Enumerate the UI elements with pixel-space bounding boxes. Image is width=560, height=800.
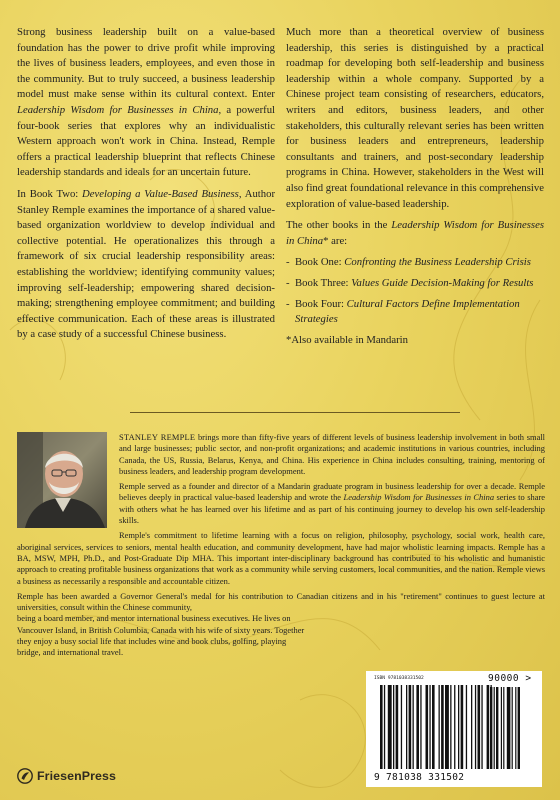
list-item-book-one (286, 255, 544, 271)
barcode-number: 9 781038 331502 (374, 772, 465, 783)
barcode-bar (450, 685, 451, 769)
other-books-list (286, 255, 544, 327)
barcode-addon-bar (518, 687, 520, 769)
other-books-intro (286, 218, 544, 249)
barcode-addon-bar (503, 687, 504, 769)
barcode-addon-bar (507, 687, 511, 769)
text-line: they enjoy a busy social life that includes wine and book clubs, golfing, playing (17, 636, 287, 647)
list-dash: - (286, 297, 290, 310)
book-title-italic: Cultural Factors Define Implementation Strategies (295, 297, 520, 326)
barcode-addon-bar (512, 687, 513, 769)
description-paragraph-1 (17, 25, 275, 181)
paragraph-text: , a powerful four-book series that explores why an individualistic Western approach won't work in China. Instead, Remple offers a practical leadership blueprint that reflects Chinese leadership standards and ideals for an uncertain future. (17, 103, 276, 179)
barcode-bar (487, 685, 490, 769)
paragraph-text: , Author Stanley Remple examines the importance of a shared value-based organization worldview to develop individual and collective potential. He operationalizes this through a framework of six crucial leadership responsibility areas: establishing the worldview; identifying community values; improving self-leadership; empowering shared decision-making; strengthening employee commitment; and building effective communication. Each of these areas is illustrated by a case study of a successful Chinese business. (17, 187, 276, 341)
text-line: bridge, and international travel. (17, 647, 124, 658)
list-item-book-three (286, 276, 544, 292)
barcode-bar (461, 685, 464, 769)
barcode-addon-bar (501, 687, 502, 769)
paragraph-text: * are: (323, 234, 348, 247)
barcode-bar (475, 685, 476, 769)
text-line: Vancouver Island, in British Columbia, Canada with his wife of sixty years. Together (17, 624, 305, 635)
book-label: Book Four: (295, 297, 347, 310)
series-title-italic: Leadership Wisdom for Businesses in China (17, 103, 219, 116)
list-item-book-four (286, 297, 544, 328)
publisher-name: FriesenPress (37, 769, 117, 783)
list-dash: - (286, 276, 290, 289)
section-divider (130, 412, 460, 413)
author-name: STANLEY REMPLE (119, 432, 196, 442)
barcode-bar (406, 685, 407, 769)
barcode-addon-bar (496, 687, 498, 769)
paragraph-text: The other books in the (286, 219, 392, 232)
barcode-bar (441, 685, 444, 769)
price-addon-label: 90000 > (488, 673, 532, 684)
paragraph-text: In Book Two: (17, 187, 83, 200)
book-title-italic: Confronting the Business Leadership Crisis (344, 256, 531, 269)
barcode-addon-bar (494, 687, 495, 769)
barcode-bar (393, 685, 394, 769)
description-paragraph-3: Much more than a theoretical overview of business leadership, this series is distinguished by a practical roadmap for developing both self-leadership and business leadership within a whole company. Supported by a Chinese project team consisting of researchers, educators, writers and editors, business leaders, and other stakeholders, this culturally relevant series has been written for business leaders and entrepreneurs, leadership consultants and trainers, and post-secondary leadership programs in China. However, stakeholders in the West will also find great foundational relevance in this comprehensive exploration of value-based leadership. (286, 26, 544, 210)
barcode-bar (380, 685, 383, 769)
series-title-italic: Leadership Wisdom for Businesses in China (343, 492, 495, 503)
list-dash: - (286, 256, 290, 269)
paragraph-text: Strong business leadership built on a value-based foundation has the power to drive profit while improving the lives of business leaders, employees, and even those in the community. But to truly succeed, a business leadership model must make sense within its cultural context. Enter (17, 26, 275, 101)
barcode-bar (458, 685, 459, 769)
barcode-bar (445, 685, 449, 769)
left-description-column (17, 25, 275, 349)
isbn-label: ISBN 9781038331502 (374, 676, 424, 681)
author-paragraph-4: Remple has been awarded a Governor General's medal for his contribution to Canadian citizens and in his "retirement" continues to guest lecture at universities, consult within the Chinese community, (17, 590, 545, 613)
barcode-bar (466, 685, 467, 769)
friesenpress-logo-icon (17, 768, 33, 784)
text-line: being a board member, and mentor international business executives. He lives on (17, 613, 291, 624)
barcode-bar (454, 685, 455, 769)
barcode-bar (439, 685, 440, 769)
description-paragraph-2 (17, 187, 275, 343)
author-paragraph-4-continued (17, 613, 362, 658)
book-label: Book Three: (295, 276, 352, 289)
barcode-bar (384, 685, 385, 769)
series-title-italic: Leadership Wisdom for Businesses in China (286, 219, 544, 247)
barcode-bar (413, 685, 414, 769)
mandarin-footnote: *Also available in Mandarin (286, 333, 408, 346)
isbn-barcode (366, 671, 542, 787)
barcode-bar (396, 685, 399, 769)
barcode-bar (426, 685, 429, 769)
barcode-bar (416, 685, 419, 769)
book-title-italic: Values Guide Decision-Making for Results (351, 276, 534, 289)
barcode-bar (420, 685, 421, 769)
barcode-bar (429, 685, 430, 769)
paragraph-text: series to share with others what he has learned over his lifetime and as part of his continuing journey to develop his own self-leadership skills. (119, 492, 546, 526)
barcode-bar (388, 685, 392, 769)
author-paragraph-3: Remple's commitment to lifetime learning with a focus on religion, philosophy, psychology, social work, health care, aboriginal services, services to seniors, mental health education, and community development, have had major wholistic learning impacts. Remple has a BA, MSW, MPH, Ph.D., and Post-Graduate Dip MHA. This important inter-disciplinary background has contributed to his wholistic and humanistic approach to creating profitable business organizations that work as a community while serving customers, local communities, and the nation. Remple views a business as necessarily a responsible and accountable citizen. (17, 530, 545, 586)
barcode-bar (401, 685, 402, 769)
paragraph-text: Remple served as a founder and director of a Mandarin graduate program in business leadership for over a decade. Remple believes deeply in practical value-based leadership and wrote the (119, 481, 545, 503)
author-photo (17, 432, 113, 530)
paragraph-text: brings more than fifty-five years of different levels of business leadership involvement in both small and large businesses; public sector, and non-profit organizations; and academic institutions in various countries, including Canada, the US, Russia, Belarus, Kenya, and China. His experience in China includes consulting, training, mentoring of business leaders, and leadership program development. (119, 432, 546, 476)
book-label: Book One: (295, 256, 345, 269)
barcode-bars (366, 671, 542, 787)
author-bio (17, 432, 545, 659)
barcode-bar (471, 685, 472, 769)
barcode-addon-bar (515, 687, 516, 769)
book-title-italic: Developing a Value-Based Business (82, 187, 239, 200)
barcode-bar (478, 685, 481, 769)
barcode-bar (409, 685, 412, 769)
publisher-logo (17, 768, 116, 784)
barcode-bar (481, 685, 482, 769)
right-description-column (286, 25, 544, 354)
barcode-bar (432, 685, 435, 769)
barcode-addon-bar (490, 687, 492, 769)
